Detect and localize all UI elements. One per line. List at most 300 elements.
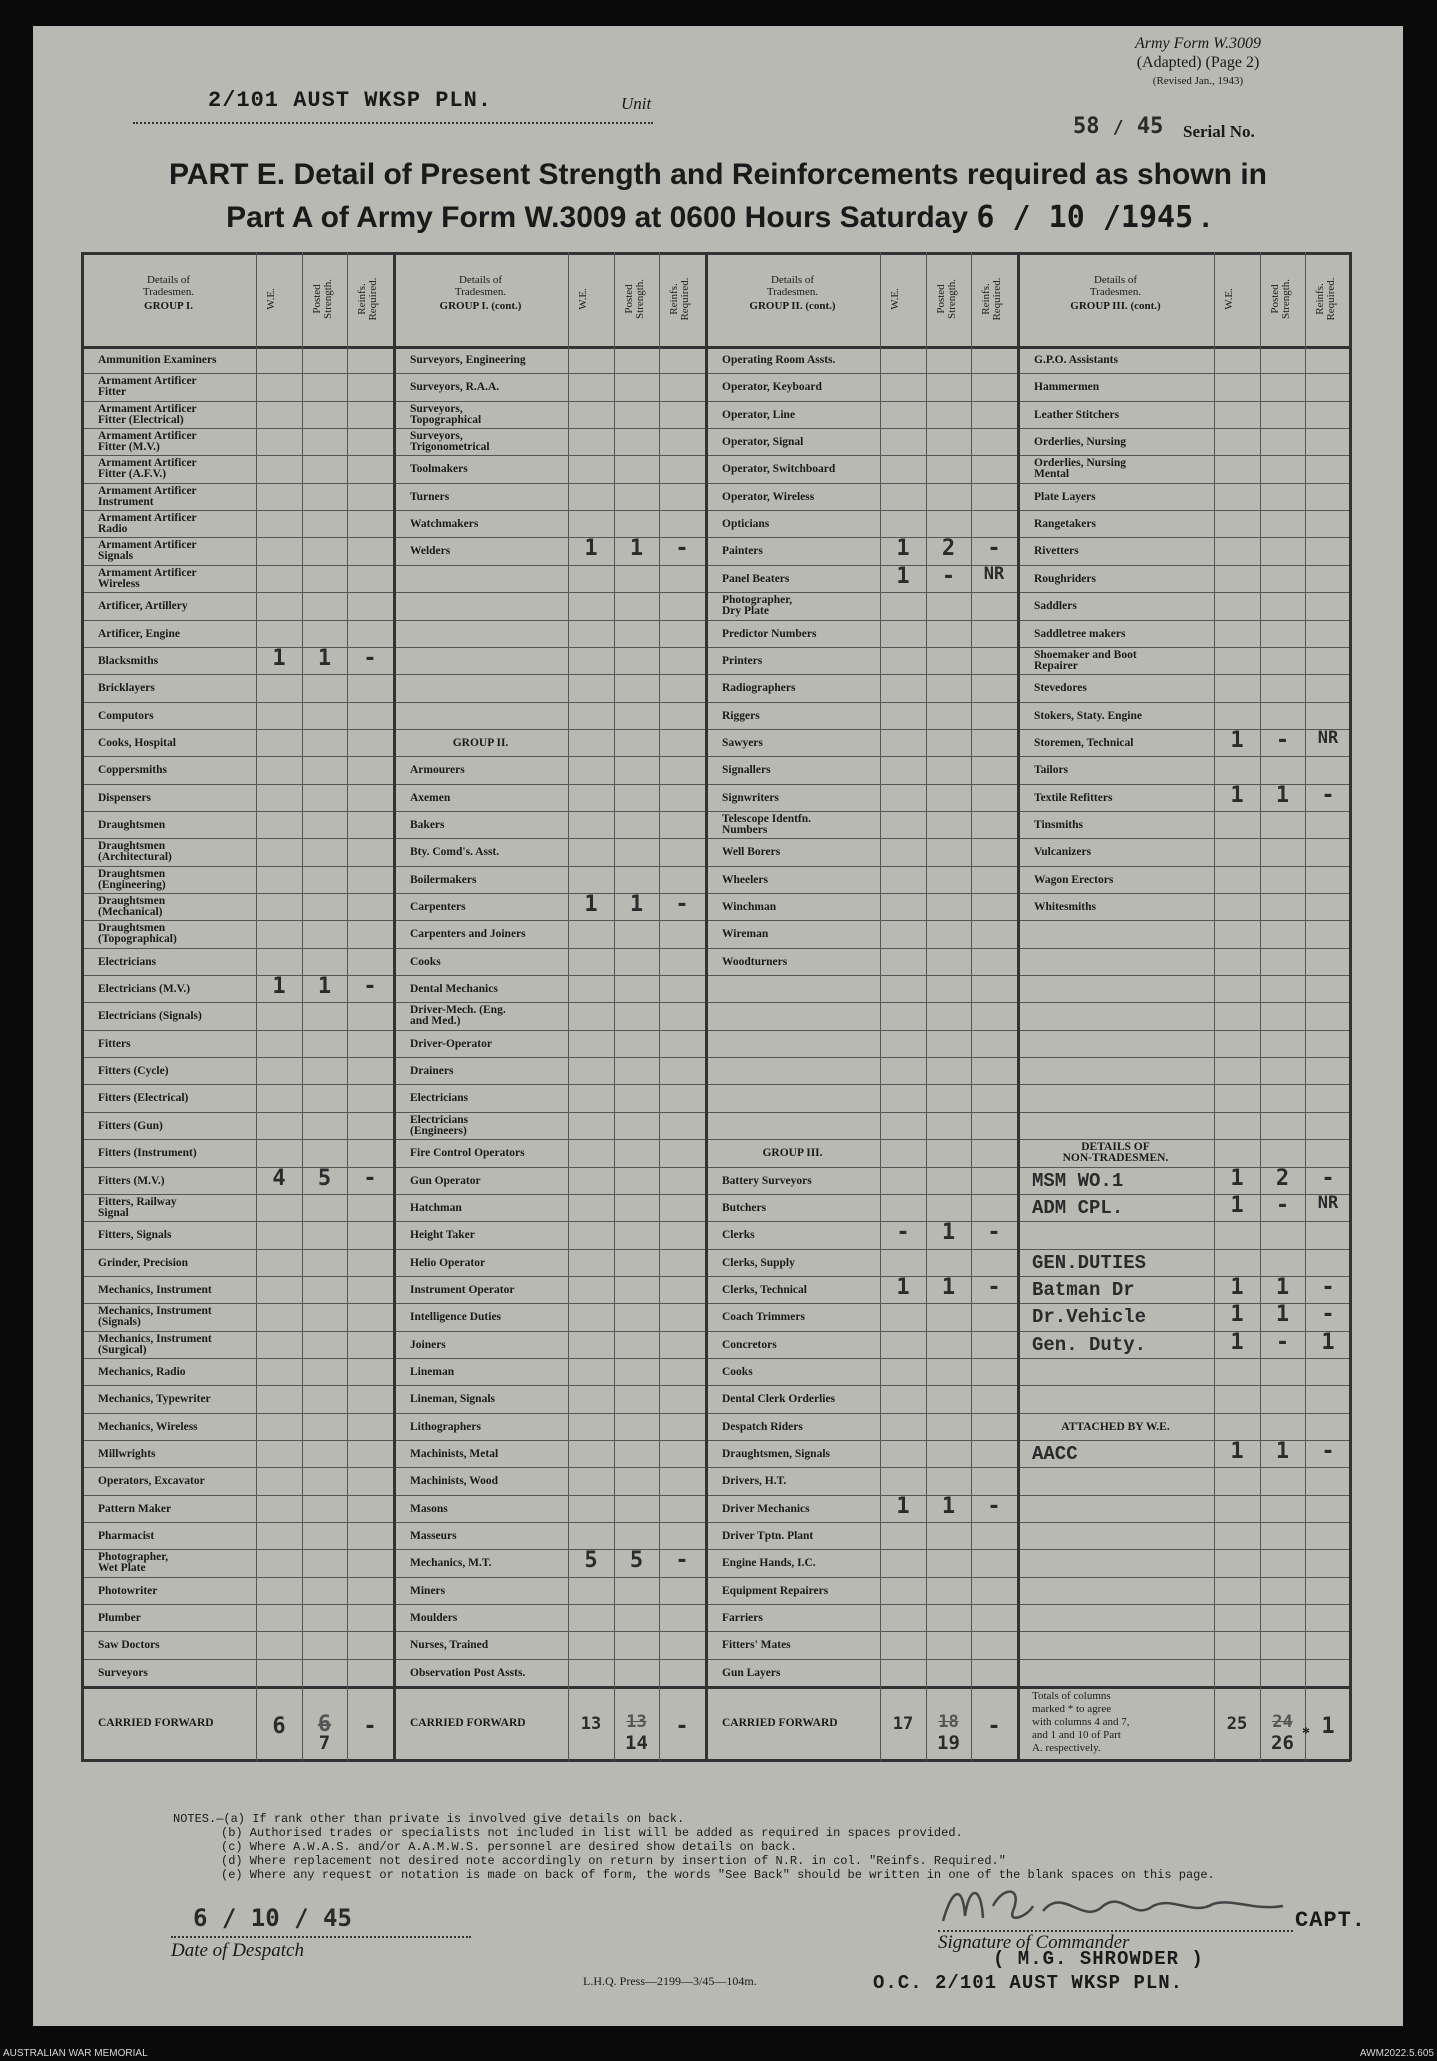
row-label: Orderlies, Nursing xyxy=(1034,436,1126,449)
row-label: Butchers xyxy=(722,1201,767,1214)
row-label: Hatchman xyxy=(410,1201,462,1214)
row-rule xyxy=(81,1358,1351,1359)
row-label: Shoemaker and Boot Repairer xyxy=(1034,648,1137,672)
entry-rr: - xyxy=(363,1714,377,1740)
row-label: Engine Hands, I.C. xyxy=(722,1557,816,1570)
entry-we: 1 xyxy=(1230,1329,1244,1355)
row-label: Coppersmiths xyxy=(98,764,168,777)
entry-ps: 19 xyxy=(937,1732,960,1755)
entry-rr: 1 xyxy=(1321,1714,1335,1740)
row-label: Height Taker xyxy=(410,1229,475,1242)
despatch-line xyxy=(171,1936,471,1938)
row-label: Masseurs xyxy=(410,1530,457,1543)
row-label: Draughtsmen (Engineering) xyxy=(98,867,166,891)
row-label: Fitters (Gun) xyxy=(98,1119,163,1132)
note-line: (e) Where any request or notation is made on back of form, the words "See Back" should be written in one of the blank spaces on this page. xyxy=(221,1868,1215,1882)
row-label: Bty. Comd's. Asst. xyxy=(410,846,500,859)
row-label: Rangetakers xyxy=(1034,518,1096,531)
row-label: Operator, Wireless xyxy=(722,490,815,503)
row-rule xyxy=(81,373,1351,374)
row-label: Vulcanizers xyxy=(1034,846,1092,859)
carried-forward-label: CARRIED FORWARD xyxy=(98,1717,214,1730)
table-rule xyxy=(81,1686,1351,1689)
row-label: Signwriters xyxy=(722,791,779,804)
row-label: Surveyors, Trigonometrical xyxy=(410,430,490,454)
row-label: Machinists, Wood xyxy=(410,1475,498,1488)
entry-ps: 1 xyxy=(629,536,644,562)
row-label: Fitters (Cycle) xyxy=(98,1065,169,1078)
row-label: Boilermakers xyxy=(410,873,477,886)
row-label: Driver-Mech. (Eng. and Med.) xyxy=(410,1004,506,1028)
row-label: ATTACHED BY W.E. xyxy=(1061,1420,1170,1433)
printer-line: L.H.Q. Press—2199—3/45—104m. xyxy=(583,1974,757,1988)
entry-rr: NR xyxy=(983,563,1005,584)
row-label: Moulders xyxy=(410,1612,458,1625)
unit-label: Unit xyxy=(621,94,652,113)
row-label: Photographer, Wet Plate xyxy=(98,1551,169,1575)
row-label: Draughtsmen (Topographical) xyxy=(98,922,177,946)
row-label: Fitters, Railway Signal xyxy=(98,1195,177,1219)
entry-ps: 2 xyxy=(1275,1165,1290,1191)
col-header-posted: Posted Strength. xyxy=(310,278,334,320)
typed-label: Dr.Vehicle xyxy=(1032,1306,1147,1329)
entry-we: 25 xyxy=(1226,1714,1248,1735)
group-header-1: Details of Tradesmen. GROUP I. xyxy=(142,274,195,312)
entry-ps: 2 xyxy=(941,536,956,562)
row-rule xyxy=(81,1604,1351,1605)
row-label: Riggers xyxy=(722,709,760,722)
row-label: Battery Surveyors xyxy=(722,1174,812,1187)
entry-rr: - xyxy=(675,1714,689,1740)
row-rule xyxy=(81,1112,1351,1113)
row-label: Wagon Erectors xyxy=(1034,873,1114,886)
col-rule xyxy=(659,252,660,1761)
row-label: Storemen, Technical xyxy=(1034,736,1134,749)
row-label: Mechanics, M.T. xyxy=(410,1557,492,1570)
entry-rr: - xyxy=(363,645,377,671)
row-label: Clerks, Supply xyxy=(722,1256,795,1269)
row-rule xyxy=(81,674,1351,675)
row-label: Mechanics, Instrument (Signals) xyxy=(98,1305,212,1329)
typed-label: Batman Dr xyxy=(1032,1278,1135,1301)
entry-ps: 14 xyxy=(625,1732,648,1755)
col-rule xyxy=(347,252,348,1761)
row-rule xyxy=(81,729,1351,730)
row-label: Toolmakers xyxy=(410,463,468,476)
row-label: Drivers, H.T. xyxy=(722,1475,787,1488)
col-header-posted: Posted Strength. xyxy=(1268,278,1292,320)
row-label: Electricians xyxy=(410,1092,469,1105)
row-label: Fitters' Mates xyxy=(722,1639,791,1652)
title-line2-text: Part A of Army Form W.3009 at 0600 Hours Saturday xyxy=(226,201,969,234)
entry-rr: - xyxy=(675,1548,689,1574)
group-rule xyxy=(393,252,396,1761)
form-ref-line3: (Revised Jan., 1943) xyxy=(1152,75,1244,87)
table-rule xyxy=(81,346,1351,349)
row-label: Armament Artificer Signals xyxy=(98,539,197,563)
col-rule xyxy=(1260,252,1261,1761)
col-rule xyxy=(568,252,569,1761)
row-label: Electricians (Engineers) xyxy=(410,1113,469,1137)
row-label: Machinists, Metal xyxy=(410,1448,499,1460)
row-label: Cooks xyxy=(722,1365,753,1378)
entry-rr: - xyxy=(363,974,377,1000)
footer-credit: AUSTRALIAN WAR MEMORIAL xyxy=(3,2048,148,2059)
group-rule xyxy=(81,252,84,1761)
signature-name: ( M.G. SHROWDER ) xyxy=(993,1948,1204,1970)
row-label: Armament Artificer Wireless xyxy=(98,566,197,590)
row-rule xyxy=(81,1002,1351,1003)
row-label: Telescope Identfn. Numbers xyxy=(722,812,812,836)
row-label: Roughriders xyxy=(1034,572,1096,585)
entry-rr: 1 xyxy=(1321,1329,1335,1355)
row-label: Fitters (Electrical) xyxy=(98,1092,189,1105)
entry-we: - xyxy=(896,1220,910,1246)
row-label: Clerks, Technical xyxy=(722,1283,807,1296)
entry-ps: 1 xyxy=(317,974,332,1000)
row-label: Dental Mechanics xyxy=(410,983,498,996)
entry-we: 17 xyxy=(892,1714,914,1735)
row-rule xyxy=(81,702,1351,703)
col-header-we: W.E. xyxy=(265,288,277,310)
notes xyxy=(173,1812,1215,1882)
entry-we: 13 xyxy=(580,1714,602,1735)
despatch-date: 6 / 10 / 45 xyxy=(193,1904,352,1932)
entry-we: 1 xyxy=(584,536,598,562)
row-label: Saddlers xyxy=(1034,600,1077,613)
row-rule xyxy=(81,893,1351,894)
row-label: Watchmakers xyxy=(410,518,479,531)
row-label: Mechanics, Typewriter xyxy=(98,1393,211,1406)
row-label: Draughtsmen, Signals xyxy=(722,1448,830,1460)
row-rule xyxy=(81,1139,1351,1140)
row-label: G.P.O. Assistants xyxy=(1034,354,1118,366)
row-rule xyxy=(81,1385,1351,1386)
row-label: Clerks xyxy=(722,1229,755,1242)
col-rule xyxy=(1214,252,1215,1761)
row-label: Fitters, Signals xyxy=(98,1229,172,1242)
row-label: Helio Operator xyxy=(410,1256,486,1269)
entry-ps: 5 xyxy=(317,1165,332,1191)
serial-number xyxy=(1073,114,1163,139)
entry-rr: - xyxy=(1321,1274,1335,1300)
row-label: Millwrights xyxy=(98,1448,156,1460)
row-label: Surveyors, Topographical xyxy=(410,402,482,426)
group-rule xyxy=(1017,252,1020,1761)
row-label: Photographer, Dry Plate xyxy=(722,594,793,618)
row-rule xyxy=(81,1467,1351,1468)
entry-ps: - xyxy=(1275,1329,1290,1355)
col-header-we: W.E. xyxy=(889,288,901,310)
row-label: Operating Room Assts. xyxy=(722,354,836,366)
row-label: Photowriter xyxy=(98,1584,158,1597)
entry-ps: - xyxy=(1275,1192,1290,1218)
entry-we: 1 xyxy=(272,974,286,1000)
entry-we: 1 xyxy=(272,645,286,671)
row-label: Stokers, Staty. Engine xyxy=(1034,709,1142,722)
row-label: Axemen xyxy=(410,791,451,804)
serial-sep: / xyxy=(1112,117,1124,138)
row-label: Electricians xyxy=(98,955,157,968)
row-label: Pharmacist xyxy=(98,1530,155,1543)
row-rule xyxy=(81,866,1351,867)
col-rule xyxy=(614,252,615,1761)
entry-rr: NR xyxy=(1317,727,1339,748)
row-label: Armament Artificer Fitter (A.F.V.) xyxy=(98,457,197,481)
row-label: Printers xyxy=(722,654,763,667)
row-label: Driver Tptn. Plant xyxy=(722,1530,814,1543)
row-rule xyxy=(81,1057,1351,1058)
row-label: Artificer, Artillery xyxy=(98,600,188,613)
row-label: Well Borers xyxy=(722,846,781,859)
row-label: Sawyers xyxy=(722,736,763,749)
row-rule xyxy=(81,1577,1351,1578)
entry-ps: 26 xyxy=(1271,1732,1294,1755)
entry-ps: 1 xyxy=(1275,1274,1290,1300)
row-label: Draughtsmen (Architectural) xyxy=(98,840,172,864)
entry-ps-struck: 13 xyxy=(626,1712,647,1733)
row-label: Gun Layers xyxy=(722,1666,781,1679)
entry-rr: - xyxy=(987,536,1001,562)
row-label: Armament Artificer Fitter xyxy=(98,375,197,399)
row-label: Grinder, Precision xyxy=(98,1256,189,1269)
serial-num: 58 xyxy=(1073,114,1100,139)
row-label: Surveyors, R.A.A. xyxy=(410,381,500,394)
entry-ps: 1 xyxy=(1275,1439,1290,1464)
table-rule xyxy=(81,1759,1351,1762)
row-label: Plumber xyxy=(98,1612,141,1625)
row-label: Mechanics, Radio xyxy=(98,1365,186,1378)
entry-rr: - xyxy=(987,1274,1001,1300)
row-label: Computors xyxy=(98,709,154,722)
entry-rr: - xyxy=(1321,782,1335,808)
col-header-we: W.E. xyxy=(577,288,589,310)
row-label: Turners xyxy=(410,490,450,503)
entry-we: 1 xyxy=(1230,1274,1244,1300)
row-label: Intelligence Duties xyxy=(410,1311,502,1324)
row-rule xyxy=(81,948,1351,949)
row-rule xyxy=(81,756,1351,757)
row-label: Bakers xyxy=(410,818,445,831)
col-header-reinfs: Reinfs. Required. xyxy=(1314,277,1337,321)
row-label: Panel Beaters xyxy=(722,572,790,585)
row-label: Gun Operator xyxy=(410,1174,481,1187)
col-rule xyxy=(302,252,303,1761)
col-header-posted: Posted Strength. xyxy=(622,278,646,320)
row-rule xyxy=(81,1440,1351,1441)
entry-we: 6 xyxy=(272,1714,286,1740)
row-rule xyxy=(81,401,1351,402)
col-rule xyxy=(880,252,881,1761)
row-rule xyxy=(81,1303,1351,1304)
group-rule xyxy=(1349,252,1352,1761)
row-label: Draughtsmen xyxy=(98,818,166,831)
entry-ps: 1 xyxy=(941,1493,956,1519)
row-label: Cooks, Hospital xyxy=(98,736,176,749)
row-label: GROUP II. xyxy=(452,736,509,749)
row-label: Operators, Excavator xyxy=(98,1475,205,1488)
note-line: (c) Where A.W.A.S. and/or A.A.M.W.S. personnel are desired show details on back. xyxy=(221,1840,798,1854)
row-label: Carpenters and Joiners xyxy=(410,928,526,941)
row-rule xyxy=(81,1276,1351,1277)
serial-label: Serial No. xyxy=(1183,122,1255,141)
row-label: Drainers xyxy=(410,1065,454,1078)
row-label: Cooks xyxy=(410,955,441,968)
row-rule xyxy=(81,1631,1351,1632)
entry-ps: 1 xyxy=(317,645,332,671)
row-label: Fitters (M.V.) xyxy=(98,1174,165,1187)
col-rule xyxy=(971,252,972,1761)
group-header-3: Details of Tradesmen. GROUP II. (cont.) xyxy=(749,274,836,312)
entry-we: 4 xyxy=(272,1165,286,1191)
col-header-reinfs: Reinfs. Required. xyxy=(980,277,1003,321)
col-header-reinfs: Reinfs. Required. xyxy=(356,277,379,321)
entry-rr: - xyxy=(987,1493,1001,1519)
typed-label: MSM WO.1 xyxy=(1032,1169,1124,1192)
row-label: Despatch Riders xyxy=(722,1420,803,1433)
signature-scrawl xyxy=(933,1876,1293,1936)
signature-label: Signature of Commander xyxy=(938,1932,1130,1953)
row-rule xyxy=(81,620,1351,621)
footer-accession: AWM2022.5.605 xyxy=(1359,2048,1434,2059)
row-label: Dental Clerk Orderlies xyxy=(722,1393,836,1406)
entry-ps-struck: 18 xyxy=(938,1712,959,1733)
entry-we: 1 xyxy=(896,1493,910,1519)
entry-we: 1 xyxy=(896,1274,910,1300)
entry-ps: 1 xyxy=(941,1220,956,1246)
entry-we: 1 xyxy=(896,536,910,562)
row-label: Joiners xyxy=(410,1338,446,1351)
entry-ps: - xyxy=(941,563,956,589)
row-label: Bricklayers xyxy=(98,682,155,695)
row-label: Lineman xyxy=(410,1365,455,1378)
row-label: Mechanics, Instrument xyxy=(98,1283,212,1296)
row-label: DETAILS OF NON-TRADESMEN. xyxy=(1062,1141,1169,1165)
serial-year: 45 xyxy=(1136,114,1164,139)
row-label: Operator, Line xyxy=(722,408,796,421)
row-label: Operator, Switchboard xyxy=(722,463,836,476)
row-rule xyxy=(81,811,1351,812)
row-label: Woodturners xyxy=(722,955,788,968)
totals-mark: * xyxy=(1302,1725,1310,1743)
row-label: Driver Mechanics xyxy=(722,1502,810,1515)
entry-ps: 1 xyxy=(1275,1302,1290,1328)
col-rule xyxy=(1305,252,1306,1761)
row-label: Concretors xyxy=(722,1338,777,1351)
entry-we: 1 xyxy=(1230,782,1244,808)
row-rule xyxy=(81,1549,1351,1550)
row-label: Armourers xyxy=(410,764,465,777)
form-ref-line2: (Adapted) (Page 2) xyxy=(1136,54,1260,71)
row-label: Opticians xyxy=(722,518,770,531)
row-label: Operator, Signal xyxy=(722,436,804,449)
entry-we: 1 xyxy=(896,563,910,589)
row-label: Surveyors xyxy=(98,1666,148,1679)
note-line: NOTES.—(a) If rank other than private is involved give details on back. xyxy=(173,1812,685,1826)
row-rule xyxy=(81,920,1351,921)
entry-rr: - xyxy=(675,892,689,917)
row-label: Saw Doctors xyxy=(98,1639,160,1652)
title-line2 xyxy=(33,200,1403,235)
row-label: Whitesmiths xyxy=(1034,901,1096,913)
row-label: Welders xyxy=(410,545,451,558)
group-header-2: Details of Tradesmen. GROUP I. (cont.) xyxy=(439,274,522,312)
entry-we: 1 xyxy=(1230,1192,1244,1218)
row-rule xyxy=(81,1413,1351,1414)
row-label: Tinsmiths xyxy=(1034,818,1084,831)
row-label: Predictor Numbers xyxy=(722,627,817,640)
row-label: Hammermen xyxy=(1034,381,1100,394)
title-date: 6 / 10 /1945 xyxy=(976,200,1194,235)
entry-rr: - xyxy=(675,536,689,562)
entry-rr: - xyxy=(987,1714,1001,1740)
entry-rr: - xyxy=(1321,1165,1335,1191)
row-label: Electricians (M.V.) xyxy=(98,983,191,996)
row-label: Textile Refitters xyxy=(1034,791,1113,804)
row-label: Fitters (Instrument) xyxy=(98,1147,197,1160)
title-end: . xyxy=(1201,201,1210,234)
row-label: Electricians (Signals) xyxy=(98,1010,202,1023)
col-header-reinfs: Reinfs. Required. xyxy=(668,277,691,321)
entry-ps: 5 xyxy=(629,1548,644,1574)
entry-we: 1 xyxy=(1230,1439,1244,1464)
entry-rr: - xyxy=(1321,1439,1335,1464)
row-rule xyxy=(81,1659,1351,1660)
row-label: Farriers xyxy=(722,1612,763,1625)
row-rule xyxy=(81,455,1351,456)
row-label: Mechanics, Wireless xyxy=(98,1420,198,1433)
row-label: Radiographers xyxy=(722,682,796,695)
entry-ps: 1 xyxy=(1275,782,1290,808)
note-line: (d) Where replacement not desired note accordingly on return by insertion of N.R. in col. "Reinfs. Required." xyxy=(221,1854,1006,1868)
row-label: Armament Artificer Fitter (M.V.) xyxy=(98,430,197,454)
row-label: Miners xyxy=(410,1584,446,1597)
row-label: Pattern Maker xyxy=(98,1502,172,1515)
row-label: Equipment Repairers xyxy=(722,1584,829,1597)
entry-we: 1 xyxy=(1230,1165,1244,1191)
row-label: Lithographers xyxy=(410,1420,481,1433)
row-rule xyxy=(81,1249,1351,1250)
entry-we: 5 xyxy=(584,1548,598,1574)
row-rule xyxy=(81,1331,1351,1332)
col-header-we: W.E. xyxy=(1223,288,1235,310)
row-rule xyxy=(81,537,1351,538)
entry-ps: - xyxy=(1275,727,1290,753)
row-label: Masons xyxy=(410,1502,448,1515)
entry-ps-struck: 24 xyxy=(1272,1712,1293,1733)
form-page xyxy=(33,26,1403,2026)
col-header-posted: Posted Strength. xyxy=(934,278,958,320)
row-label: Ammunition Examiners xyxy=(98,354,217,366)
row-rule xyxy=(81,784,1351,785)
title-line1: PART E. Detail of Present Strength and Reinforcements required as shown in xyxy=(169,158,1267,191)
row-label: Fire Control Operators xyxy=(410,1147,525,1160)
row-label: Stevedores xyxy=(1034,682,1087,695)
carried-forward-label: CARRIED FORWARD xyxy=(410,1717,526,1730)
row-label: Instrument Operator xyxy=(410,1283,515,1296)
row-label: Wireman xyxy=(722,928,769,941)
typed-label: Gen. Duty. xyxy=(1032,1333,1147,1356)
entry-we: 1 xyxy=(1230,727,1244,753)
signature-rank: CAPT. xyxy=(1295,1908,1367,1933)
entry-rr: - xyxy=(1321,1302,1335,1328)
row-label: Winchman xyxy=(722,901,777,913)
entry-ps: 7 xyxy=(318,1732,331,1755)
form-ref-line1: Army Form W.3009 xyxy=(1134,35,1262,52)
entry-we: 1 xyxy=(584,892,598,917)
row-label: Lineman, Signals xyxy=(410,1393,495,1406)
despatch-label: Date of Despatch xyxy=(171,1940,304,1961)
